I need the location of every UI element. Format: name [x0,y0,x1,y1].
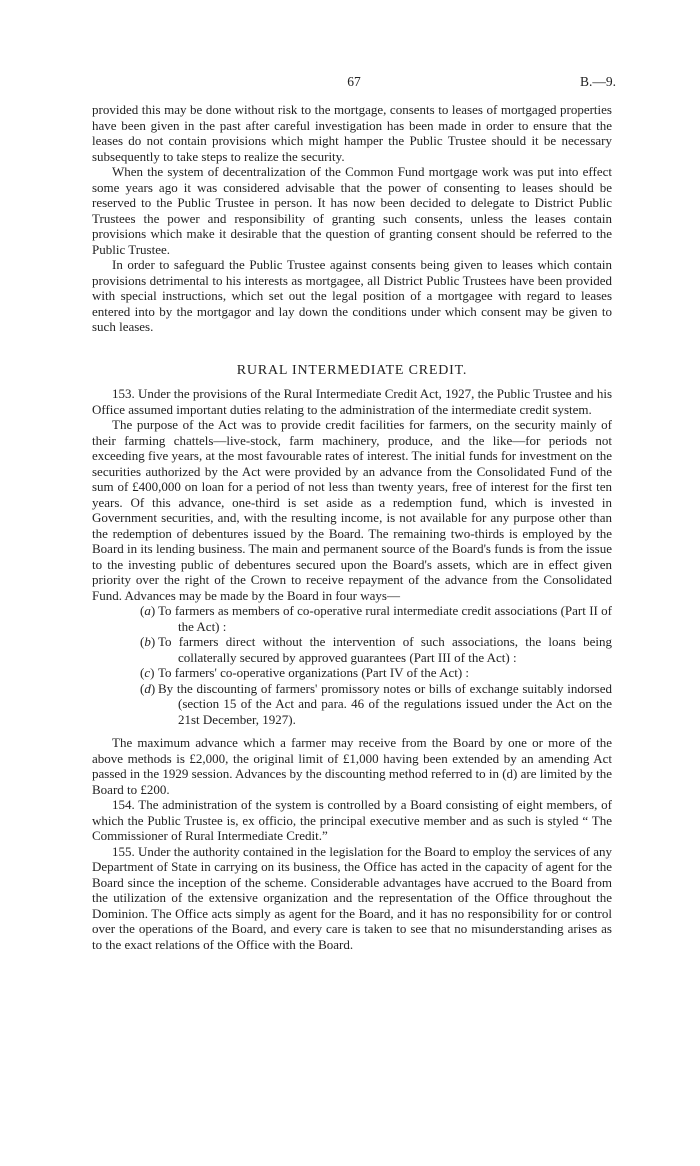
list-marker: ( b ) [140,634,158,665]
list-item [140,681,612,728]
list-item-text: To farmers direct without the intervention of such associations, the loans being collaterally secured by approved guarantees (Part III of the Act) : [158,634,612,665]
list-item [140,665,612,681]
paragraph-decentralization: When the system of decentralization of the Common Fund mortgage work was put into effect some years ago it was considered advisable that the power of consenting to leases should be reserved to the Public Trustee in person. It has now been decided to delegate to District Public Trustees the power and responsibility of granting such consents, unless the leases contain provisions which make it desirable that the question of granting consent should be referred to the Public Trustee. [92,164,612,257]
paragraph-154: 154. The administration of the system is controlled by a Board consisting of eight members, of which the Public Trustee is, ex officio, the principal executive member and as such is styled “ The Commissioner of Rural Intermediate Credit.” [92,797,612,843]
list-marker: ( c ) [140,665,158,681]
paragraph-153: 153. Under the provisions of the Rural Intermediate Credit Act, 1927, the Public Trustee and his Office assumed important duties relating to the administration of the intermediate credit system. [92,386,612,417]
list-item [140,603,612,634]
paragraph-maximum-advance: The maximum advance which a farmer may receive from the Board by one or more of the above methods is £2,000, the original limit of £1,000 having been extended by an amending Act passed in the 1929 session. Advances by the discounting method referred to in (d) are limited by the Board to £200. [92,735,612,797]
advance-methods-list [92,603,612,727]
paragraph-lease-consents: provided this may be done without risk to the mortgage, consents to leases of mortgaged properties have been given in the past after careful investigation has been made in order to ensure that the leases do not contain provisions which might hamper the Public Trustee should it be necessary subsequently to take steps to realize the security. [92,102,612,164]
list-item-text: To farmers' co-operative organizations (Part IV of the Act) : [158,665,470,680]
document-body [92,102,612,952]
list-marker: ( a ) [140,603,158,634]
page-number: 67 [347,74,361,89]
list-marker: ( d ) [140,681,158,728]
page-header [92,74,616,92]
list-item [140,634,612,665]
paragraph-safeguard: In order to safeguard the Public Trustee against consents being given to leases which contain provisions detrimental to his interests as mortgagee, all District Public Trustees have been provided with special instructions, which set out the legal position of a mortgagee with regard to leases entered into by the mortgagor and lay down the conditions under which consent may be given to such leases. [92,257,612,334]
paragraph-155: 155. Under the authority contained in the legislation for the Board to employ the services of any Department of State in carrying on its business, the Office has acted in the capacity of agent for the Board since the inception of the scheme. Considerable advantages have accrued to the Board from the utilization of the extensive organization and the representation of the Office throughout the Dominion. The Office acts simply as agent for the Board, and it has no responsibility for or control over the operations of the Board, and every care is taken to see that no misunderstanding arises as to the exact relations of the Office with the Board. [92,843,613,952]
paragraph-purpose: The purpose of the Act was to provide credit facilities for farmers, on the security mainly of their farming chattels—live-stock, farm machinery, produce, and the like—for periods not exceeding five years, at the most favourable rates of interest. The initial funds for investment on the securities authorized by the Act were provided by an advance from the Consolidated Fund of the sum of £400,000 on loan for a period of not less than twenty years, free of interest for the first ten years. Of this advance, one-third is set aside as a redemption fund, which is invested in Government securities, and, with the resulting income, is not available for any purpose other than the redemption of debentures issued by the Board. The remaining two-thirds is employed by the Board in its lending business. The main and permanent source of the Board's funds is from the issue to the investing public of debentures secured upon the Board's assets, which are in effect given priority over the right of the Crown to receive repayment of the advance from the Consolidated Fund. Advances may be made by the Board in four ways— [92,417,612,603]
document-reference: B.—9. [579,74,616,89]
list-item-text: By the discounting of farmers' promissory notes or bills of exchange suitably indorsed (section 15 of the Act and para. 46 of the regulations issued under the Act on the 21st December, 1927). [158,680,612,727]
list-item-text: To farmers as members of co-operative rural intermediate credit associations (Part II of the Act) : [158,603,612,634]
section-heading: RURAL INTERMEDIATE CREDIT. [236,362,468,378]
